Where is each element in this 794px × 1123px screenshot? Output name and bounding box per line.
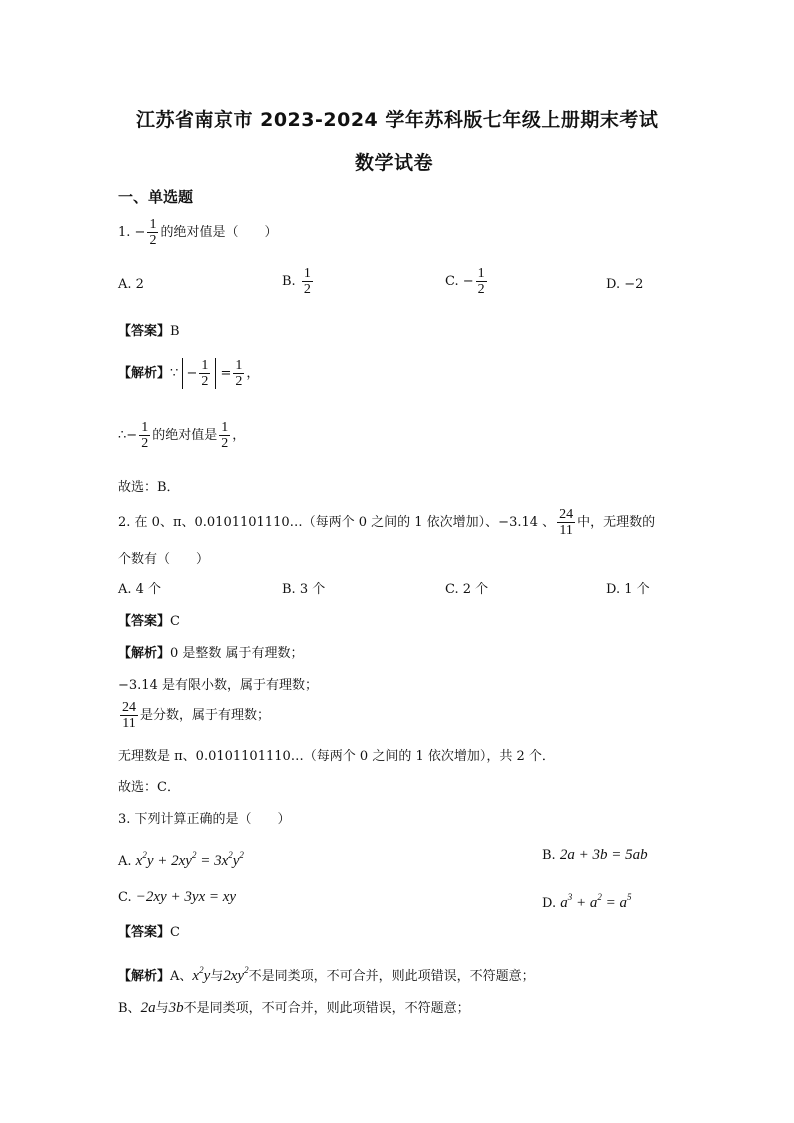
q1-therefore: ∴− $\frac{1}{2}$ 的绝对值是 $\frac{1}{2}$ ， (118, 420, 246, 451)
q2-answer: 【答案】C (118, 614, 180, 629)
q3-analysis-a: 【解析】A、$x^2y$与$2xy^2$不是同类项，不可合并，则此项错误，不符题意； (118, 965, 535, 984)
q3-option-d: D. $a^3 + a^2 = a^5$ (542, 892, 632, 911)
q2-option-b: B. 3 个 (282, 582, 326, 597)
q2-analysis-line1: 【解析】0 是整数 属于有理数； (118, 646, 304, 661)
q2-option-c: C. 2 个 (445, 582, 489, 597)
q2-analysis-line4: 无理数是 π、0.0101101110…（每两个 0 之间的 1 依次增加），共 2 个． (118, 749, 555, 764)
q2-option-d: D. 1 个 (606, 582, 650, 597)
q1-option-d: D. −2 (606, 277, 644, 292)
question-2-stem: 2. 在 0、π、0.0101101110…（每两个 0 之间的 1 依次增加）、−3.14 、 $\frac{24}{11}$ 中，无理数的 (118, 507, 656, 538)
question-2-stem-line2: 个数有（ ） (118, 552, 210, 567)
q1-answer: 【答案】B (118, 324, 180, 339)
section-heading: 一、单选题 (118, 188, 194, 206)
q1-analysis: 【解析】∵ − $\frac{1}{2}$ = $\frac{1}{2}$ ， (118, 358, 260, 389)
question-3-stem: 3. 下列计算正确的是（ ） (118, 812, 291, 827)
q1-option-c: C. − $\frac{1}{2}$ (445, 266, 485, 297)
question-1-stem: 1. − $\frac{1}{2}$ 的绝对值是（ ） (118, 217, 278, 248)
q2-analysis-line2: −3.14 是有限小数，属于有理数； (118, 678, 318, 693)
q1-option-a: A. 2 (118, 277, 144, 292)
q3-analysis-b: B、2a与3b不是同类项，不可合并，则此项错误，不符题意； (118, 1000, 470, 1016)
q2-analysis-line3: $\frac{24}{11}$ 是分数，属于有理数； (122, 700, 271, 731)
question-number: 1. (118, 225, 131, 240)
q3-option-b: B. 2a + 3b = 5ab (542, 847, 648, 863)
q1-option-b: B. $\frac{1}{2}$ (282, 266, 311, 297)
q2-option-a: A. 4 个 (118, 582, 162, 597)
q3-answer: 【答案】C (118, 925, 180, 940)
page-title: 江苏省南京市 2023-2024 学年苏科版七年级上册期末考试 (136, 109, 659, 131)
page-subtitle: 数学试卷 (355, 152, 434, 174)
q2-conclusion: 故选：C． (118, 780, 180, 795)
q3-option-a: A. $x^2y + 2xy^2 = 3x^2y^2$ (118, 850, 244, 869)
fraction: $\frac{1}{2}$ (149, 217, 157, 248)
q3-option-c: C. −2xy + 3yx = xy (118, 889, 237, 905)
q1-conclusion: 故选：B． (118, 480, 180, 495)
